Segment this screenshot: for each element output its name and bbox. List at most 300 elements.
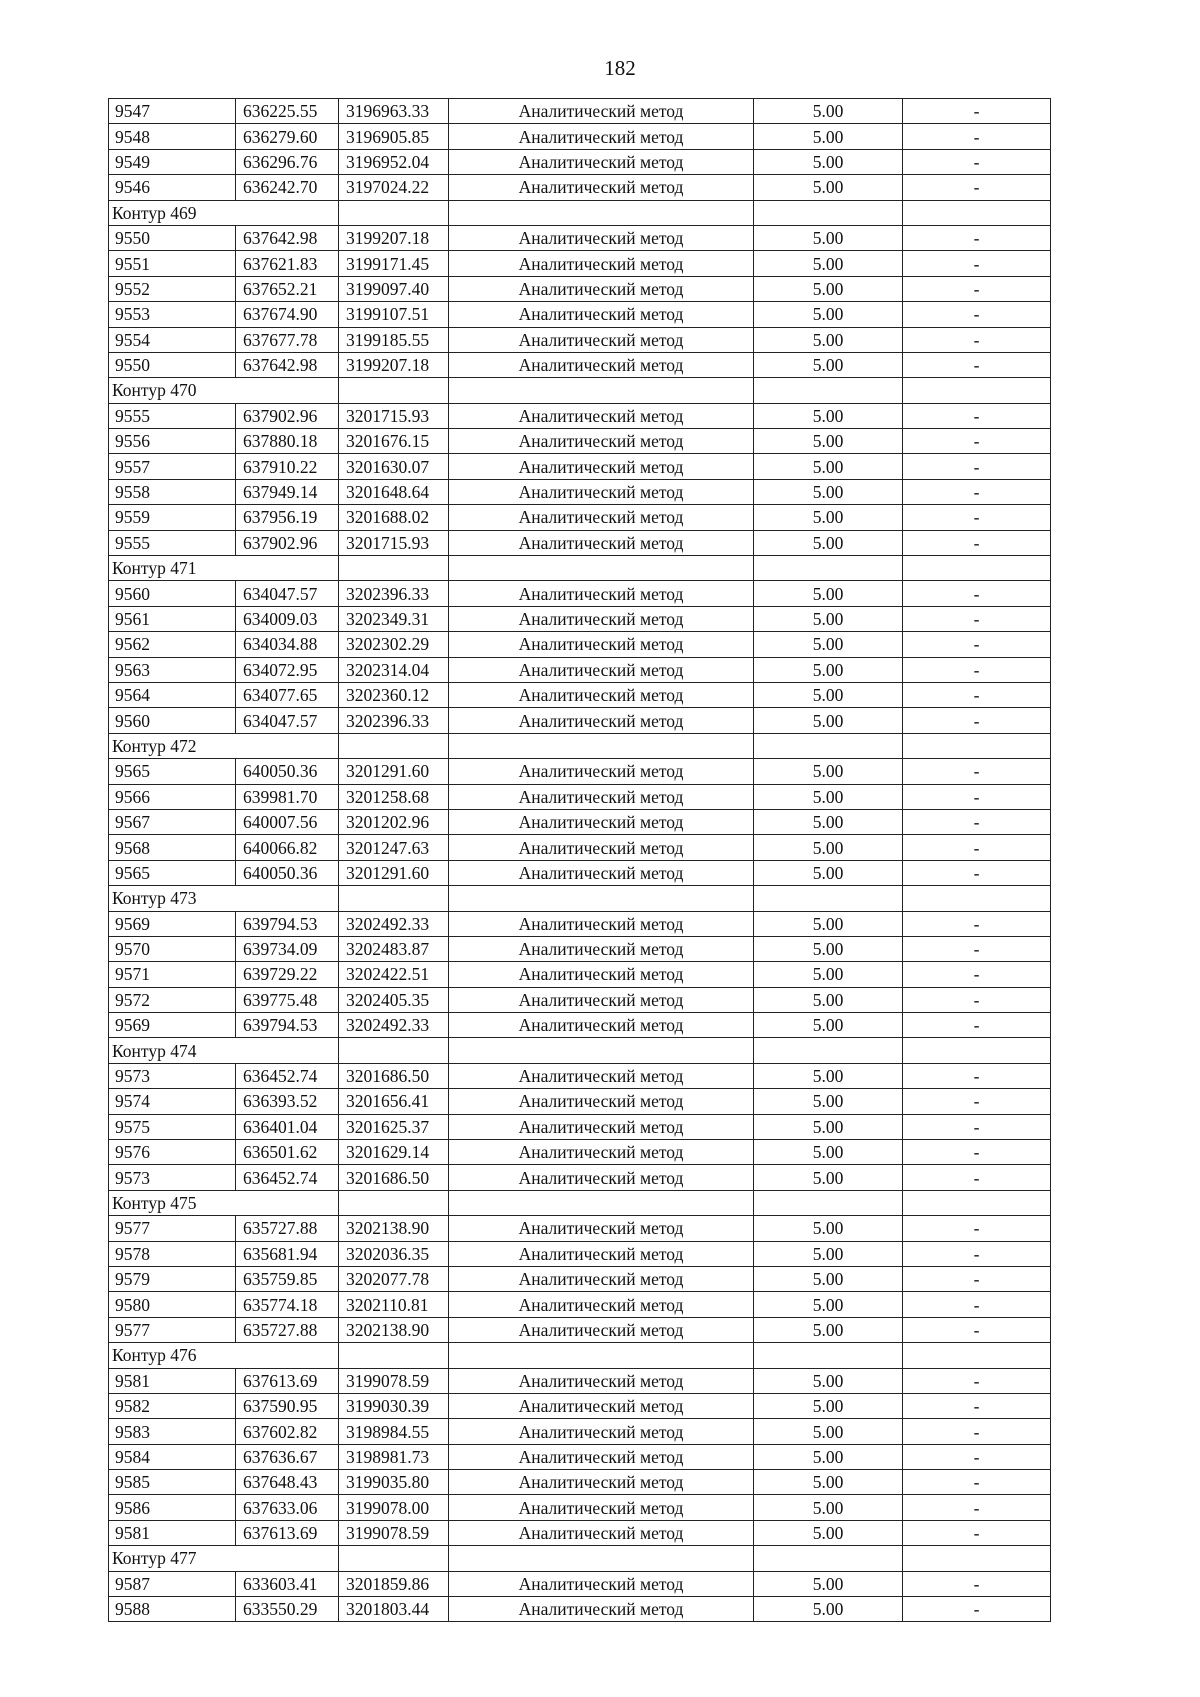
- note-cell: -: [903, 251, 1051, 276]
- method-cell: Аналитический метод: [449, 581, 754, 606]
- contour-title: Контур 476: [109, 1343, 339, 1368]
- point-number-cell: 9574: [109, 1089, 236, 1114]
- accuracy-cell: 5.00: [754, 276, 903, 301]
- x-coordinate-cell: 636279.60: [236, 124, 339, 149]
- y-coordinate-cell: 3201629.14: [339, 1140, 449, 1165]
- table-row: [109, 1571, 1051, 1596]
- point-number-cell: 9546: [109, 175, 236, 200]
- contour-header-row: [109, 733, 1051, 758]
- contour-title: Контур 471: [109, 556, 339, 581]
- point-number-cell: 9581: [109, 1368, 236, 1393]
- empty-cell: [903, 886, 1051, 911]
- x-coordinate-cell: 640066.82: [236, 835, 339, 860]
- table-row: [109, 708, 1051, 733]
- x-coordinate-cell: 637910.22: [236, 454, 339, 479]
- table-row: [109, 149, 1051, 174]
- method-cell: Аналитический метод: [449, 682, 754, 707]
- contour-title: Контур 477: [109, 1546, 339, 1571]
- note-cell: -: [903, 581, 1051, 606]
- accuracy-cell: 5.00: [754, 302, 903, 327]
- x-coordinate-cell: 637636.67: [236, 1444, 339, 1469]
- table-row: [109, 276, 1051, 301]
- note-cell: -: [903, 352, 1051, 377]
- note-cell: -: [903, 327, 1051, 352]
- y-coordinate-cell: 3201688.02: [339, 505, 449, 530]
- accuracy-cell: 5.00: [754, 1140, 903, 1165]
- note-cell: -: [903, 99, 1051, 124]
- method-cell: Аналитический метод: [449, 429, 754, 454]
- point-number-cell: 9583: [109, 1419, 236, 1444]
- contour-header-row: [109, 378, 1051, 403]
- table-row: [109, 1495, 1051, 1520]
- table-row: [109, 1317, 1051, 1342]
- table-row: [109, 225, 1051, 250]
- y-coordinate-cell: 3202110.81: [339, 1292, 449, 1317]
- accuracy-cell: 5.00: [754, 1368, 903, 1393]
- note-cell: -: [903, 1241, 1051, 1266]
- x-coordinate-cell: 633550.29: [236, 1597, 339, 1622]
- y-coordinate-cell: 3199207.18: [339, 352, 449, 377]
- method-cell: Аналитический метод: [449, 530, 754, 555]
- table-row: [109, 1470, 1051, 1495]
- note-cell: -: [903, 1470, 1051, 1495]
- empty-cell: [449, 1038, 754, 1063]
- x-coordinate-cell: 637613.69: [236, 1368, 339, 1393]
- accuracy-cell: 5.00: [754, 784, 903, 809]
- x-coordinate-cell: 636296.76: [236, 149, 339, 174]
- empty-cell: [339, 1343, 449, 1368]
- y-coordinate-cell: 3197024.22: [339, 175, 449, 200]
- y-coordinate-cell: 3199171.45: [339, 251, 449, 276]
- point-number-cell: 9573: [109, 1165, 236, 1190]
- empty-cell: [754, 886, 903, 911]
- accuracy-cell: 5.00: [754, 99, 903, 124]
- accuracy-cell: 5.00: [754, 1317, 903, 1342]
- x-coordinate-cell: 634034.88: [236, 632, 339, 657]
- empty-cell: [903, 733, 1051, 758]
- point-number-cell: 9586: [109, 1495, 236, 1520]
- note-cell: -: [903, 1495, 1051, 1520]
- x-coordinate-cell: 637956.19: [236, 505, 339, 530]
- method-cell: Аналитический метод: [449, 1495, 754, 1520]
- contour-header-row: [109, 556, 1051, 581]
- note-cell: -: [903, 657, 1051, 682]
- table-row: [109, 505, 1051, 530]
- x-coordinate-cell: 636452.74: [236, 1165, 339, 1190]
- empty-cell: [903, 1343, 1051, 1368]
- accuracy-cell: 5.00: [754, 606, 903, 631]
- method-cell: Аналитический метод: [449, 962, 754, 987]
- point-number-cell: 9572: [109, 987, 236, 1012]
- y-coordinate-cell: 3202138.90: [339, 1317, 449, 1342]
- point-number-cell: 9555: [109, 403, 236, 428]
- point-number-cell: 9548: [109, 124, 236, 149]
- table-row: [109, 581, 1051, 606]
- empty-cell: [339, 200, 449, 225]
- note-cell: -: [903, 987, 1051, 1012]
- accuracy-cell: 5.00: [754, 1216, 903, 1241]
- accuracy-cell: 5.00: [754, 682, 903, 707]
- coordinates-table-body: [109, 99, 1051, 1622]
- x-coordinate-cell: 640050.36: [236, 860, 339, 885]
- table-row: [109, 124, 1051, 149]
- point-number-cell: 9560: [109, 708, 236, 733]
- method-cell: Аналитический метод: [449, 1368, 754, 1393]
- y-coordinate-cell: 3202302.29: [339, 632, 449, 657]
- accuracy-cell: 5.00: [754, 1571, 903, 1596]
- y-coordinate-cell: 3199207.18: [339, 225, 449, 250]
- note-cell: -: [903, 1089, 1051, 1114]
- point-number-cell: 9570: [109, 936, 236, 961]
- y-coordinate-cell: 3201625.37: [339, 1114, 449, 1139]
- table-row: [109, 962, 1051, 987]
- x-coordinate-cell: 636452.74: [236, 1063, 339, 1088]
- note-cell: -: [903, 225, 1051, 250]
- y-coordinate-cell: 3202396.33: [339, 581, 449, 606]
- x-coordinate-cell: 637613.69: [236, 1520, 339, 1545]
- x-coordinate-cell: 639729.22: [236, 962, 339, 987]
- y-coordinate-cell: 3199078.00: [339, 1495, 449, 1520]
- point-number-cell: 9550: [109, 225, 236, 250]
- x-coordinate-cell: 635727.88: [236, 1317, 339, 1342]
- contour-title: Контур 475: [109, 1190, 339, 1215]
- method-cell: Аналитический метод: [449, 302, 754, 327]
- point-number-cell: 9565: [109, 860, 236, 885]
- method-cell: Аналитический метод: [449, 1063, 754, 1088]
- accuracy-cell: 5.00: [754, 1495, 903, 1520]
- point-number-cell: 9578: [109, 1241, 236, 1266]
- empty-cell: [903, 1190, 1051, 1215]
- empty-cell: [903, 556, 1051, 581]
- contour-title: Контур 470: [109, 378, 339, 403]
- method-cell: Аналитический метод: [449, 479, 754, 504]
- y-coordinate-cell: 3201686.50: [339, 1063, 449, 1088]
- empty-cell: [754, 1343, 903, 1368]
- accuracy-cell: 5.00: [754, 454, 903, 479]
- x-coordinate-cell: 634072.95: [236, 657, 339, 682]
- y-coordinate-cell: 3202483.87: [339, 936, 449, 961]
- accuracy-cell: 5.00: [754, 708, 903, 733]
- x-coordinate-cell: 637949.14: [236, 479, 339, 504]
- accuracy-cell: 5.00: [754, 987, 903, 1012]
- point-number-cell: 9573: [109, 1063, 236, 1088]
- x-coordinate-cell: 635727.88: [236, 1216, 339, 1241]
- x-coordinate-cell: 635681.94: [236, 1241, 339, 1266]
- table-row: [109, 175, 1051, 200]
- contour-header-row: [109, 1038, 1051, 1063]
- page-number: 182: [604, 56, 636, 80]
- note-cell: -: [903, 479, 1051, 504]
- x-coordinate-cell: 637642.98: [236, 352, 339, 377]
- accuracy-cell: 5.00: [754, 505, 903, 530]
- note-cell: -: [903, 936, 1051, 961]
- accuracy-cell: 5.00: [754, 911, 903, 936]
- y-coordinate-cell: 3202422.51: [339, 962, 449, 987]
- y-coordinate-cell: 3196905.85: [339, 124, 449, 149]
- y-coordinate-cell: 3201258.68: [339, 784, 449, 809]
- method-cell: Аналитический метод: [449, 987, 754, 1012]
- method-cell: Аналитический метод: [449, 403, 754, 428]
- table-row: [109, 1444, 1051, 1469]
- x-coordinate-cell: 637652.21: [236, 276, 339, 301]
- note-cell: -: [903, 1597, 1051, 1622]
- note-cell: -: [903, 1419, 1051, 1444]
- note-cell: -: [903, 1520, 1051, 1545]
- method-cell: Аналитический метод: [449, 759, 754, 784]
- table-row: [109, 987, 1051, 1012]
- y-coordinate-cell: 3202492.33: [339, 1013, 449, 1038]
- table-row: [109, 1292, 1051, 1317]
- accuracy-cell: 5.00: [754, 759, 903, 784]
- y-coordinate-cell: 3201291.60: [339, 860, 449, 885]
- y-coordinate-cell: 3202077.78: [339, 1266, 449, 1291]
- accuracy-cell: 5.00: [754, 1292, 903, 1317]
- x-coordinate-cell: 639775.48: [236, 987, 339, 1012]
- y-coordinate-cell: 3201859.86: [339, 1571, 449, 1596]
- y-coordinate-cell: 3201648.64: [339, 479, 449, 504]
- accuracy-cell: 5.00: [754, 251, 903, 276]
- note-cell: -: [903, 708, 1051, 733]
- x-coordinate-cell: 633603.41: [236, 1571, 339, 1596]
- accuracy-cell: 5.00: [754, 632, 903, 657]
- x-coordinate-cell: 636401.04: [236, 1114, 339, 1139]
- note-cell: -: [903, 911, 1051, 936]
- note-cell: -: [903, 1063, 1051, 1088]
- method-cell: Аналитический метод: [449, 809, 754, 834]
- method-cell: Аналитический метод: [449, 1470, 754, 1495]
- accuracy-cell: 5.00: [754, 962, 903, 987]
- y-coordinate-cell: 3202492.33: [339, 911, 449, 936]
- y-coordinate-cell: 3201656.41: [339, 1089, 449, 1114]
- accuracy-cell: 5.00: [754, 530, 903, 555]
- accuracy-cell: 5.00: [754, 1520, 903, 1545]
- method-cell: Аналитический метод: [449, 1520, 754, 1545]
- point-number-cell: 9567: [109, 809, 236, 834]
- x-coordinate-cell: 637602.82: [236, 1419, 339, 1444]
- note-cell: -: [903, 1165, 1051, 1190]
- point-number-cell: 9582: [109, 1393, 236, 1418]
- accuracy-cell: 5.00: [754, 860, 903, 885]
- method-cell: Аналитический метод: [449, 99, 754, 124]
- note-cell: -: [903, 1292, 1051, 1317]
- x-coordinate-cell: 637674.90: [236, 302, 339, 327]
- contour-header-row: [109, 886, 1051, 911]
- empty-cell: [339, 1190, 449, 1215]
- x-coordinate-cell: 637902.96: [236, 530, 339, 555]
- point-number-cell: 9576: [109, 1140, 236, 1165]
- note-cell: -: [903, 1140, 1051, 1165]
- table-row: [109, 835, 1051, 860]
- accuracy-cell: 5.00: [754, 1089, 903, 1114]
- y-coordinate-cell: 3199107.51: [339, 302, 449, 327]
- note-cell: -: [903, 530, 1051, 555]
- note-cell: -: [903, 1013, 1051, 1038]
- note-cell: -: [903, 454, 1051, 479]
- contour-title: Контур 472: [109, 733, 339, 758]
- point-number-cell: 9553: [109, 302, 236, 327]
- point-number-cell: 9569: [109, 1013, 236, 1038]
- method-cell: Аналитический метод: [449, 1114, 754, 1139]
- point-number-cell: 9568: [109, 835, 236, 860]
- accuracy-cell: 5.00: [754, 1165, 903, 1190]
- y-coordinate-cell: 3201676.15: [339, 429, 449, 454]
- x-coordinate-cell: 636225.55: [236, 99, 339, 124]
- note-cell: -: [903, 606, 1051, 631]
- point-number-cell: 9581: [109, 1520, 236, 1545]
- point-number-cell: 9577: [109, 1317, 236, 1342]
- point-number-cell: 9558: [109, 479, 236, 504]
- accuracy-cell: 5.00: [754, 809, 903, 834]
- note-cell: -: [903, 1393, 1051, 1418]
- accuracy-cell: 5.00: [754, 1393, 903, 1418]
- point-number-cell: 9561: [109, 606, 236, 631]
- note-cell: -: [903, 759, 1051, 784]
- note-cell: -: [903, 1444, 1051, 1469]
- accuracy-cell: 5.00: [754, 225, 903, 250]
- y-coordinate-cell: 3199078.59: [339, 1368, 449, 1393]
- point-number-cell: 9577: [109, 1216, 236, 1241]
- y-coordinate-cell: 3201715.93: [339, 403, 449, 428]
- table-row: [109, 530, 1051, 555]
- note-cell: -: [903, 302, 1051, 327]
- x-coordinate-cell: 634047.57: [236, 581, 339, 606]
- method-cell: Аналитический метод: [449, 632, 754, 657]
- method-cell: Аналитический метод: [449, 251, 754, 276]
- method-cell: Аналитический метод: [449, 1444, 754, 1469]
- y-coordinate-cell: 3202349.31: [339, 606, 449, 631]
- point-number-cell: 9588: [109, 1597, 236, 1622]
- table-row: [109, 1597, 1051, 1622]
- empty-cell: [903, 1038, 1051, 1063]
- accuracy-cell: 5.00: [754, 936, 903, 961]
- method-cell: Аналитический метод: [449, 352, 754, 377]
- accuracy-cell: 5.00: [754, 1266, 903, 1291]
- x-coordinate-cell: 636242.70: [236, 175, 339, 200]
- table-row: [109, 251, 1051, 276]
- empty-cell: [754, 733, 903, 758]
- method-cell: Аналитический метод: [449, 1089, 754, 1114]
- point-number-cell: 9557: [109, 454, 236, 479]
- table-row: [109, 1368, 1051, 1393]
- table-row: [109, 352, 1051, 377]
- x-coordinate-cell: 637902.96: [236, 403, 339, 428]
- coordinates-table: [108, 98, 1051, 1622]
- method-cell: Аналитический метод: [449, 1140, 754, 1165]
- method-cell: Аналитический метод: [449, 911, 754, 936]
- x-coordinate-cell: 634009.03: [236, 606, 339, 631]
- table-row: [109, 454, 1051, 479]
- method-cell: Аналитический метод: [449, 454, 754, 479]
- x-coordinate-cell: 637642.98: [236, 225, 339, 250]
- y-coordinate-cell: 3202036.35: [339, 1241, 449, 1266]
- table-row: [109, 657, 1051, 682]
- y-coordinate-cell: 3202314.04: [339, 657, 449, 682]
- x-coordinate-cell: 637880.18: [236, 429, 339, 454]
- y-coordinate-cell: 3201291.60: [339, 759, 449, 784]
- y-coordinate-cell: 3201630.07: [339, 454, 449, 479]
- method-cell: Аналитический метод: [449, 175, 754, 200]
- point-number-cell: 9555: [109, 530, 236, 555]
- point-number-cell: 9547: [109, 99, 236, 124]
- empty-cell: [339, 733, 449, 758]
- point-number-cell: 9585: [109, 1470, 236, 1495]
- contour-title: Контур 474: [109, 1038, 339, 1063]
- table-row: [109, 1114, 1051, 1139]
- accuracy-cell: 5.00: [754, 403, 903, 428]
- empty-cell: [339, 1546, 449, 1571]
- empty-cell: [449, 886, 754, 911]
- method-cell: Аналитический метод: [449, 124, 754, 149]
- empty-cell: [903, 200, 1051, 225]
- method-cell: Аналитический метод: [449, 327, 754, 352]
- accuracy-cell: 5.00: [754, 657, 903, 682]
- note-cell: -: [903, 124, 1051, 149]
- x-coordinate-cell: 637621.83: [236, 251, 339, 276]
- table-row: [109, 403, 1051, 428]
- y-coordinate-cell: 3199035.80: [339, 1470, 449, 1495]
- empty-cell: [754, 556, 903, 581]
- table-row: [109, 1241, 1051, 1266]
- method-cell: Аналитический метод: [449, 276, 754, 301]
- point-number-cell: 9559: [109, 505, 236, 530]
- note-cell: -: [903, 1266, 1051, 1291]
- note-cell: -: [903, 276, 1051, 301]
- point-number-cell: 9584: [109, 1444, 236, 1469]
- table-row: [109, 1063, 1051, 1088]
- note-cell: -: [903, 1317, 1051, 1342]
- method-cell: Аналитический метод: [449, 1013, 754, 1038]
- method-cell: Аналитический метод: [449, 1266, 754, 1291]
- y-coordinate-cell: 3196952.04: [339, 149, 449, 174]
- note-cell: -: [903, 149, 1051, 174]
- table-row: [109, 479, 1051, 504]
- table-row: [109, 809, 1051, 834]
- y-coordinate-cell: 3201686.50: [339, 1165, 449, 1190]
- accuracy-cell: 5.00: [754, 1063, 903, 1088]
- point-number-cell: 9551: [109, 251, 236, 276]
- point-number-cell: 9554: [109, 327, 236, 352]
- method-cell: Аналитический метод: [449, 1216, 754, 1241]
- empty-cell: [449, 1190, 754, 1215]
- note-cell: -: [903, 682, 1051, 707]
- contour-header-row: [109, 1343, 1051, 1368]
- contour-header-row: [109, 1546, 1051, 1571]
- point-number-cell: 9560: [109, 581, 236, 606]
- table-row: [109, 1089, 1051, 1114]
- y-coordinate-cell: 3201803.44: [339, 1597, 449, 1622]
- note-cell: -: [903, 962, 1051, 987]
- method-cell: Аналитический метод: [449, 708, 754, 733]
- empty-cell: [754, 200, 903, 225]
- empty-cell: [339, 886, 449, 911]
- x-coordinate-cell: 636501.62: [236, 1140, 339, 1165]
- accuracy-cell: 5.00: [754, 1444, 903, 1469]
- empty-cell: [449, 556, 754, 581]
- contour-title: Контур 473: [109, 886, 339, 911]
- point-number-cell: 9549: [109, 149, 236, 174]
- point-number-cell: 9569: [109, 911, 236, 936]
- accuracy-cell: 5.00: [754, 327, 903, 352]
- point-number-cell: 9563: [109, 657, 236, 682]
- point-number-cell: 9580: [109, 1292, 236, 1317]
- x-coordinate-cell: 635774.18: [236, 1292, 339, 1317]
- x-coordinate-cell: 637648.43: [236, 1470, 339, 1495]
- table-row: [109, 911, 1051, 936]
- table-row: [109, 99, 1051, 124]
- table-row: [109, 327, 1051, 352]
- x-coordinate-cell: 637677.78: [236, 327, 339, 352]
- accuracy-cell: 5.00: [754, 352, 903, 377]
